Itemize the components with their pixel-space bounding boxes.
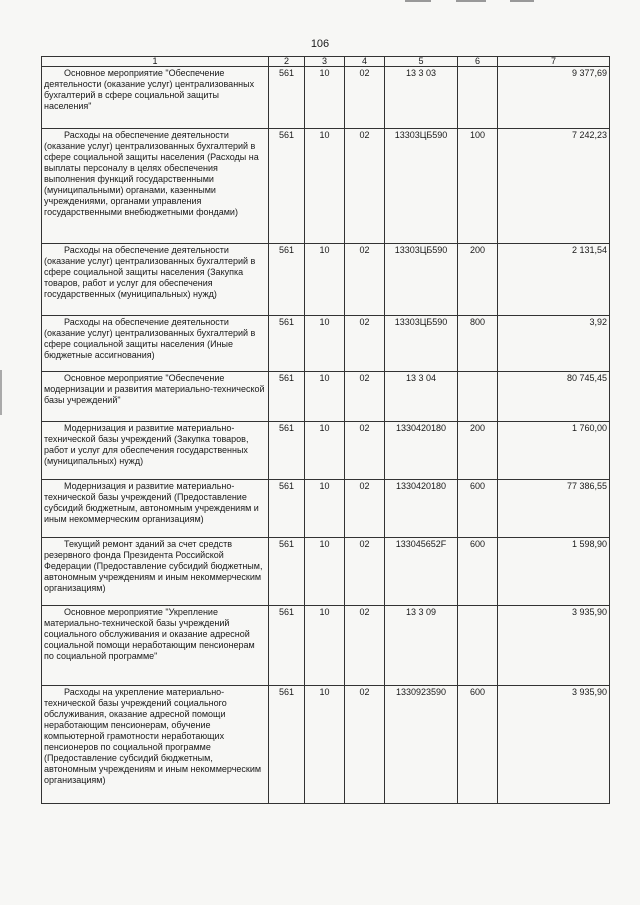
column-header: 7	[498, 57, 610, 67]
subsection-code: 02	[345, 538, 385, 606]
scan-artifact	[405, 0, 431, 2]
amount: 7 242,23	[498, 129, 610, 244]
amount: 77 386,55	[498, 480, 610, 538]
expense-type-code	[458, 372, 498, 422]
expense-type-code	[458, 67, 498, 129]
column-header: 4	[345, 57, 385, 67]
expense-type-code: 600	[458, 686, 498, 804]
target-article-code: 133045652F	[385, 538, 458, 606]
amount: 1 598,90	[498, 538, 610, 606]
subsection-code: 02	[345, 480, 385, 538]
expense-name: Расходы на обеспечение деятельности (оказание услуг) централизованных бухгалтерий в сфере социальной защиты населения (Расходы на выплаты персоналу в целях обеспечения выполнения функций государственными (муниципальными) органами, казенными учреждениями, органами управления государственными внебюджетными фондами)	[42, 129, 269, 244]
subsection-code: 02	[345, 244, 385, 316]
ministry-code: 561	[269, 372, 305, 422]
expense-name: Расходы на обеспечение деятельности (оказание услуг) централизованных бухгалтерий в сфере социальной защиты населения (Закупка товаров, работ и услуг для обеспечения государственных (муниципальных) нужд)	[42, 244, 269, 316]
subsection-code: 02	[345, 372, 385, 422]
expense-name: Модернизация и развитие материально-технической базы учреждений (Предоставление субсидий бюджетным, автономным учреждениям и иным некоммерческим организациям)	[42, 480, 269, 538]
section-code: 10	[305, 538, 345, 606]
table-row	[42, 606, 610, 686]
ministry-code: 561	[269, 316, 305, 372]
target-article-code: 13 3 04	[385, 372, 458, 422]
expense-name: Основное мероприятие "Обеспечение деятельности (оказание услуг) централизованных бухгалтерий в сфере социальной защиты населения"	[42, 67, 269, 129]
scan-artifact	[0, 370, 2, 415]
expense-type-code: 600	[458, 538, 498, 606]
amount: 80 745,45	[498, 372, 610, 422]
ministry-code: 561	[269, 67, 305, 129]
subsection-code: 02	[345, 316, 385, 372]
ministry-code: 561	[269, 686, 305, 804]
header-row	[42, 57, 610, 67]
table-row	[42, 372, 610, 422]
section-code: 10	[305, 422, 345, 480]
table-row	[42, 686, 610, 804]
expense-name: Текущий ремонт зданий за счет средств резервного фонда Президента Российской Федерации (Предоставление субсидий бюджетным, автономным учреждениям и иным некоммерческим организациям)	[42, 538, 269, 606]
expense-type-code: 200	[458, 244, 498, 316]
table-row	[42, 422, 610, 480]
subsection-code: 02	[345, 422, 385, 480]
amount: 3 935,90	[498, 686, 610, 804]
subsection-code: 02	[345, 67, 385, 129]
expense-name: Расходы на укрепление материально-технической базы учреждений социального обслуживания, оказание адресной помощи неработающим пенсионерам, обучение компьютерной грамотности неработающих пенсионеров по социальной программе (Предоставление субсидий бюджетным, автономным учреждениям и иным некоммерческим организациям)	[42, 686, 269, 804]
column-header: 5	[385, 57, 458, 67]
expense-name: Расходы на обеспечение деятельности (оказание услуг) централизованных бухгалтерий в сфере социальной защиты населения (Иные бюджетные ассигнования)	[42, 316, 269, 372]
amount: 9 377,69	[498, 67, 610, 129]
expense-type-code	[458, 606, 498, 686]
section-code: 10	[305, 316, 345, 372]
column-header: 6	[458, 57, 498, 67]
target-article-code: 1330420180	[385, 480, 458, 538]
section-code: 10	[305, 129, 345, 244]
section-code: 10	[305, 606, 345, 686]
ministry-code: 561	[269, 606, 305, 686]
subsection-code: 02	[345, 129, 385, 244]
target-article-code: 1330923590	[385, 686, 458, 804]
table-row	[42, 316, 610, 372]
amount: 1 760,00	[498, 422, 610, 480]
section-code: 10	[305, 686, 345, 804]
ministry-code: 561	[269, 538, 305, 606]
subsection-code: 02	[345, 686, 385, 804]
column-header: 1	[42, 57, 269, 67]
expense-type-code: 100	[458, 129, 498, 244]
column-header: 3	[305, 57, 345, 67]
section-code: 10	[305, 372, 345, 422]
expense-name: Основное мероприятие "Обеспечение модернизации и развития материально-технической базы учреждений"	[42, 372, 269, 422]
target-article-code: 13303ЦБ590	[385, 244, 458, 316]
subsection-code: 02	[345, 606, 385, 686]
column-header: 2	[269, 57, 305, 67]
section-code: 10	[305, 67, 345, 129]
expense-type-code: 800	[458, 316, 498, 372]
target-article-code: 13303ЦБ590	[385, 129, 458, 244]
expense-type-code: 200	[458, 422, 498, 480]
table-row	[42, 244, 610, 316]
table-row	[42, 538, 610, 606]
target-article-code: 1330420180	[385, 422, 458, 480]
scan-artifact	[510, 0, 534, 2]
ministry-code: 561	[269, 480, 305, 538]
table-row	[42, 480, 610, 538]
target-article-code: 13303ЦБ590	[385, 316, 458, 372]
scan-artifact	[456, 0, 486, 2]
ministry-code: 561	[269, 244, 305, 316]
expense-name: Модернизация и развитие материально-технической базы учреждений (Закупка товаров, работ и услуг для обеспечения государственных (муниципальных) нужд)	[42, 422, 269, 480]
table-row	[42, 67, 610, 129]
expense-type-code: 600	[458, 480, 498, 538]
amount: 3,92	[498, 316, 610, 372]
amount: 3 935,90	[498, 606, 610, 686]
target-article-code: 13 3 03	[385, 67, 458, 129]
target-article-code: 13 3 09	[385, 606, 458, 686]
section-code: 10	[305, 244, 345, 316]
ministry-code: 561	[269, 129, 305, 244]
expense-name: Основное мероприятие "Укрепление материально-технической базы учреждений социального обслуживания и оказание адресной социальной помощи неработающим пенсионерам по социальной программе"	[42, 606, 269, 686]
section-code: 10	[305, 480, 345, 538]
table-row	[42, 129, 610, 244]
page-number: 106	[310, 38, 330, 50]
amount: 2 131,54	[498, 244, 610, 316]
budget-table	[41, 56, 610, 804]
ministry-code: 561	[269, 422, 305, 480]
